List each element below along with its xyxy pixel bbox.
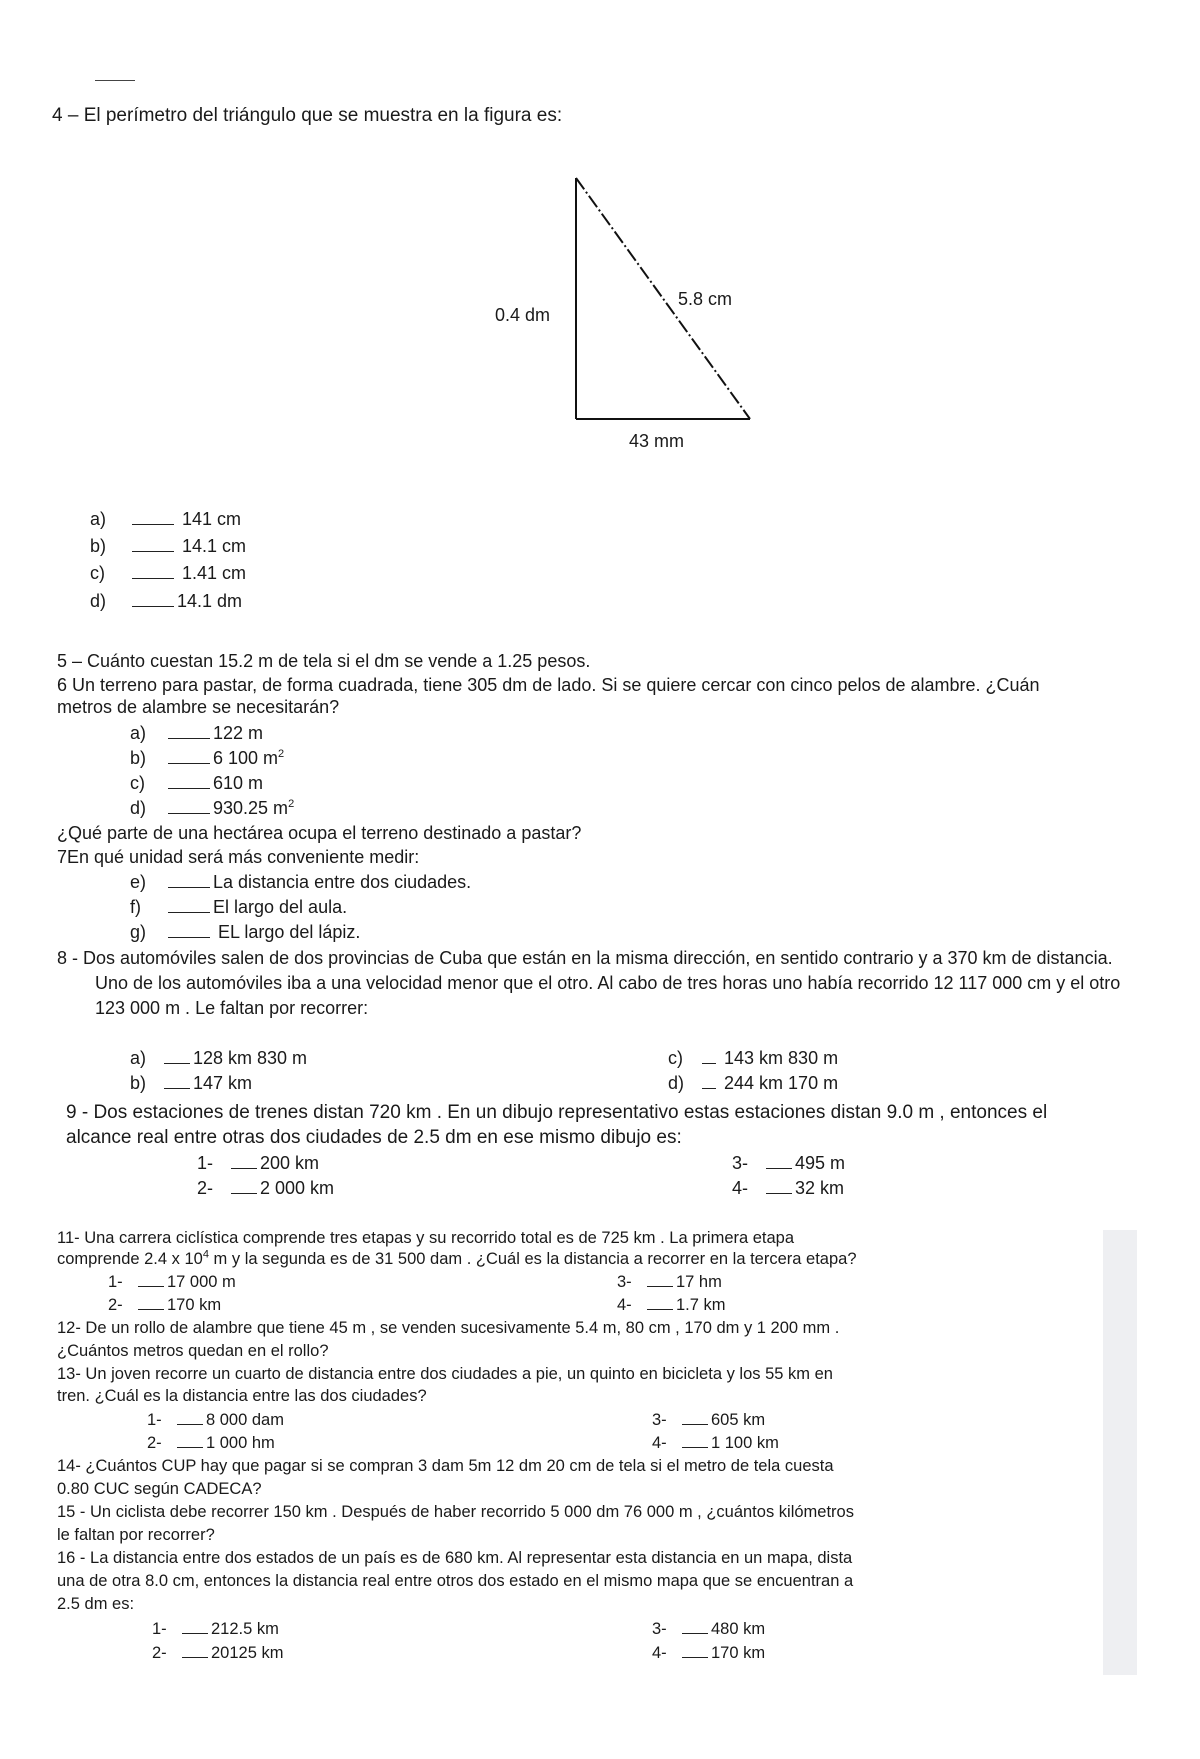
q16-option-3	[652, 1619, 765, 1640]
answer-blank[interactable]	[182, 1643, 208, 1658]
q7-text: 7En qué unidad será más conveniente medir:	[57, 847, 420, 867]
q6-option-a	[130, 722, 263, 744]
q8-option-d	[668, 1072, 838, 1094]
option-letter: b)	[90, 536, 107, 556]
decorative-overline	[95, 80, 135, 81]
q11-line2-end: m y la segunda es de 31 500 dam . ¿Cuál es la distancia a recorrer en la tercera etapa?	[208, 1250, 857, 1268]
option-text: 128 km 830 m	[193, 1048, 308, 1068]
option-letter: 2-	[147, 1434, 162, 1452]
answer-blank[interactable]	[682, 1643, 708, 1658]
option-text: 1.41 cm	[182, 563, 247, 583]
option-text: 605 km	[711, 1411, 766, 1429]
option-text: 2 000 km	[260, 1178, 335, 1198]
answer-blank[interactable]	[168, 799, 210, 814]
option-text: 17 000 m	[167, 1273, 236, 1291]
option-text: 122 m	[213, 723, 264, 743]
option-text: 17 hm	[676, 1273, 722, 1291]
option-text: 610 m	[213, 773, 264, 793]
option-text: 20125 km	[211, 1644, 284, 1662]
answer-blank[interactable]	[766, 1179, 792, 1194]
option-text: 147 km	[193, 1073, 253, 1093]
q16-option-1	[152, 1619, 279, 1640]
q16-line2: una de otra 8.0 cm, entonces la distancia real entre otros dos estado en el mismo mapa que se encuentran a	[57, 1572, 854, 1590]
option-text: 480 km	[711, 1620, 766, 1638]
option-text: 495 m	[795, 1153, 846, 1173]
option-letter: d)	[668, 1073, 685, 1093]
option-letter: 2-	[152, 1644, 167, 1662]
option-text: 32 km	[795, 1178, 845, 1198]
q8-option-c	[668, 1047, 838, 1069]
q13-line2: tren. ¿Cuál es la distancia entre las dos ciudades?	[57, 1387, 427, 1405]
q11-exponent: 4	[202, 1248, 209, 1261]
option-text: 14.1 cm	[182, 536, 247, 556]
answer-blank[interactable]	[168, 873, 210, 888]
q9-option-2	[197, 1177, 334, 1199]
answer-blank[interactable]	[132, 510, 174, 525]
option-text: 170 km	[167, 1296, 222, 1314]
q11-line1: 11- Una carrera ciclística comprende tres etapas y su recorrido total es de 725 km . La primera etapa	[57, 1229, 795, 1247]
answer-blank[interactable]	[647, 1295, 673, 1310]
option-letter: c)	[90, 563, 105, 583]
q11-line2-start: comprende 2.4 x 10	[57, 1250, 203, 1268]
q16-option-4	[652, 1643, 765, 1664]
q9-option-1	[197, 1152, 319, 1174]
q4-option-c	[90, 562, 246, 584]
option-letter: c)	[668, 1048, 683, 1068]
q11-option-2	[108, 1295, 221, 1316]
option-letter: 3-	[652, 1620, 667, 1638]
answer-blank[interactable]	[132, 564, 174, 579]
answer-blank[interactable]	[177, 1433, 203, 1448]
triangle-label-hyp: 5.8 cm	[678, 289, 733, 309]
option-text: 8 000 dam	[206, 1411, 284, 1429]
option-letter: 2-	[108, 1296, 123, 1314]
q13-line1: 13- Un joven recorre un cuarto de distancia entre dos ciudades a pie, un quinto en bicicleta y los 55 km en	[57, 1365, 833, 1383]
answer-blank[interactable]	[168, 749, 210, 764]
answer-blank[interactable]	[682, 1619, 708, 1634]
q11-option-1	[108, 1272, 236, 1293]
q16-line3: 2.5 dm es:	[57, 1595, 135, 1613]
q13-option-2	[147, 1433, 275, 1454]
option-text: 1 100 km	[711, 1434, 779, 1452]
option-text: 14.1 dm	[177, 591, 243, 611]
option-letter: b)	[130, 1073, 147, 1093]
option-text: 143 km 830 m	[724, 1048, 839, 1068]
option-superscript: 2	[278, 748, 285, 760]
q6-option-b	[130, 747, 284, 769]
answer-blank[interactable]	[164, 1074, 190, 1089]
option-superscript: 2	[288, 798, 295, 810]
q11-line2	[57, 1249, 857, 1270]
option-letter: 3-	[617, 1273, 632, 1291]
q7-option-f	[130, 896, 347, 918]
answer-blank[interactable]	[177, 1410, 203, 1425]
option-letter: b)	[130, 748, 147, 768]
q4-option-d	[90, 590, 242, 612]
option-text: 212.5 km	[211, 1620, 279, 1638]
q4-option-b	[90, 535, 246, 557]
answer-blank[interactable]	[182, 1619, 208, 1634]
option-letter: 1-	[152, 1620, 167, 1638]
option-text: La distancia entre dos ciudades.	[213, 872, 472, 892]
answer-blank[interactable]	[702, 1049, 716, 1064]
answer-blank[interactable]	[647, 1272, 673, 1287]
option-letter: e)	[130, 872, 147, 892]
option-letter: a)	[90, 509, 107, 529]
option-text: 6 100 m	[213, 748, 279, 768]
answer-blank[interactable]	[231, 1154, 257, 1169]
option-text: 1.7 km	[676, 1296, 726, 1314]
answer-blank[interactable]	[702, 1074, 716, 1089]
q9-text: 9 - Dos estaciones de trenes distan 720 km . En un dibujo representativo estas estaciones distan 9.0 m , entonces el alcance real entre otras dos ciudades de 2.5 dm en ese mismo dibujo es:	[66, 1102, 1048, 1148]
option-letter: d)	[130, 798, 147, 818]
q8-text: 8 - Dos automóviles salen de dos provincias de Cuba que están en la misma dirección, en sentido contrario y a 370 km de distancia. Uno de los automóviles iba a una velocidad menor que el otro. Al cabo de tres horas uno había recorrido 12 117 000 cm y el otro 123 000 m . Le faltan por recorrer:	[57, 948, 1121, 1018]
q5-text: 5 – Cuánto cuestan 15.2 m de tela si el dm se vende a 1.25 pesos.	[57, 651, 591, 671]
option-letter: g)	[130, 922, 147, 942]
option-letter: a)	[130, 1048, 147, 1068]
option-letter: a)	[130, 723, 147, 743]
q6-option-c	[130, 772, 263, 794]
answer-blank[interactable]	[168, 724, 210, 739]
q13-option-3	[652, 1410, 765, 1431]
option-letter: 4-	[652, 1434, 667, 1452]
option-letter: 4-	[732, 1178, 749, 1198]
q16-line1: 16 - La distancia entre dos estados de un país es de 680 km. Al representar esta distancia en un mapa, dista	[57, 1549, 853, 1567]
option-letter: 1-	[108, 1273, 123, 1291]
q4-option-a	[90, 508, 241, 530]
option-letter: 3-	[652, 1411, 667, 1429]
option-letter: d)	[90, 591, 107, 611]
triangle-label-bottom: 43 mm	[629, 431, 685, 451]
option-letter: 4-	[652, 1644, 667, 1662]
q6-text: 6 Un terreno para pastar, de forma cuadrada, tiene 305 dm de lado. Si se quiere cercar con cinco pelos de alambre. ¿Cuán metros de alambre se necesitarán?	[57, 675, 1040, 717]
answer-blank[interactable]	[168, 774, 210, 789]
answer-blank[interactable]	[168, 923, 210, 938]
q13-option-4	[652, 1433, 779, 1454]
q15-line1: 15 - Un ciclista debe recorrer 150 km . Después de haber recorrido 5 000 dm 76 000 m , ¿cuántos kilómetros	[57, 1503, 854, 1521]
q9-option-3	[732, 1152, 845, 1174]
option-text: EL largo del lápiz.	[218, 922, 361, 942]
option-letter: c)	[130, 773, 145, 793]
q14-line1: 14- ¿Cuántos CUP hay que pagar si se compran 3 dam 5m 12 dm 20 cm de tela si el metro de tela cuesta	[57, 1457, 834, 1475]
q12-line1: 12- De un rollo de alambre que tiene 45 m , se venden sucesivamente 5.4 m, 80 cm , 170 dm y 1 200 mm .	[57, 1319, 840, 1337]
q11-option-4	[617, 1295, 726, 1316]
answer-blank[interactable]	[132, 592, 174, 607]
scrollbar[interactable]	[1103, 1230, 1137, 1675]
answer-blank[interactable]	[164, 1049, 190, 1064]
q9-option-4	[732, 1177, 844, 1199]
q16-option-2	[152, 1643, 283, 1664]
option-text: El largo del aula.	[213, 897, 348, 917]
answer-blank[interactable]	[682, 1433, 708, 1448]
triangle-label-left: 0.4 dm	[495, 305, 551, 325]
q7-option-e	[130, 871, 471, 893]
option-text: 244 km 170 m	[724, 1073, 839, 1093]
q4-title: 4 – El perímetro del triángulo que se muestra en la figura es:	[52, 105, 563, 126]
q7-option-g	[130, 921, 360, 943]
option-letter: 2-	[197, 1178, 214, 1198]
q15-line2: le faltan por recorrer?	[57, 1526, 215, 1544]
answer-blank[interactable]	[138, 1295, 164, 1310]
q12-line2: ¿Cuántos metros quedan en el rollo?	[57, 1342, 329, 1360]
q6-followup: ¿Qué parte de una hectárea ocupa el terreno destinado a pastar?	[57, 823, 582, 843]
answer-blank[interactable]	[168, 898, 210, 913]
option-letter: 3-	[732, 1153, 749, 1173]
option-text: 141 cm	[182, 509, 242, 529]
q11-option-3	[617, 1272, 722, 1293]
answer-blank[interactable]	[766, 1154, 792, 1169]
q13-option-1	[147, 1410, 284, 1431]
q6-option-d	[130, 797, 294, 819]
q14-line2: 0.80 CUC según CADECA?	[57, 1480, 262, 1498]
q8-option-a	[130, 1047, 307, 1069]
option-text: 930.25 m	[213, 798, 289, 818]
answer-blank[interactable]	[138, 1272, 164, 1287]
option-letter: 1-	[197, 1153, 214, 1173]
option-letter: 4-	[617, 1296, 632, 1314]
option-text: 200 km	[260, 1153, 320, 1173]
option-text: 1 000 hm	[206, 1434, 275, 1452]
option-text: 170 km	[711, 1644, 766, 1662]
answer-blank[interactable]	[132, 537, 174, 552]
answer-blank[interactable]	[682, 1410, 708, 1425]
q8-option-b	[130, 1072, 252, 1094]
option-letter: 1-	[147, 1411, 162, 1429]
option-letter: f)	[130, 897, 141, 917]
answer-blank[interactable]	[231, 1179, 257, 1194]
